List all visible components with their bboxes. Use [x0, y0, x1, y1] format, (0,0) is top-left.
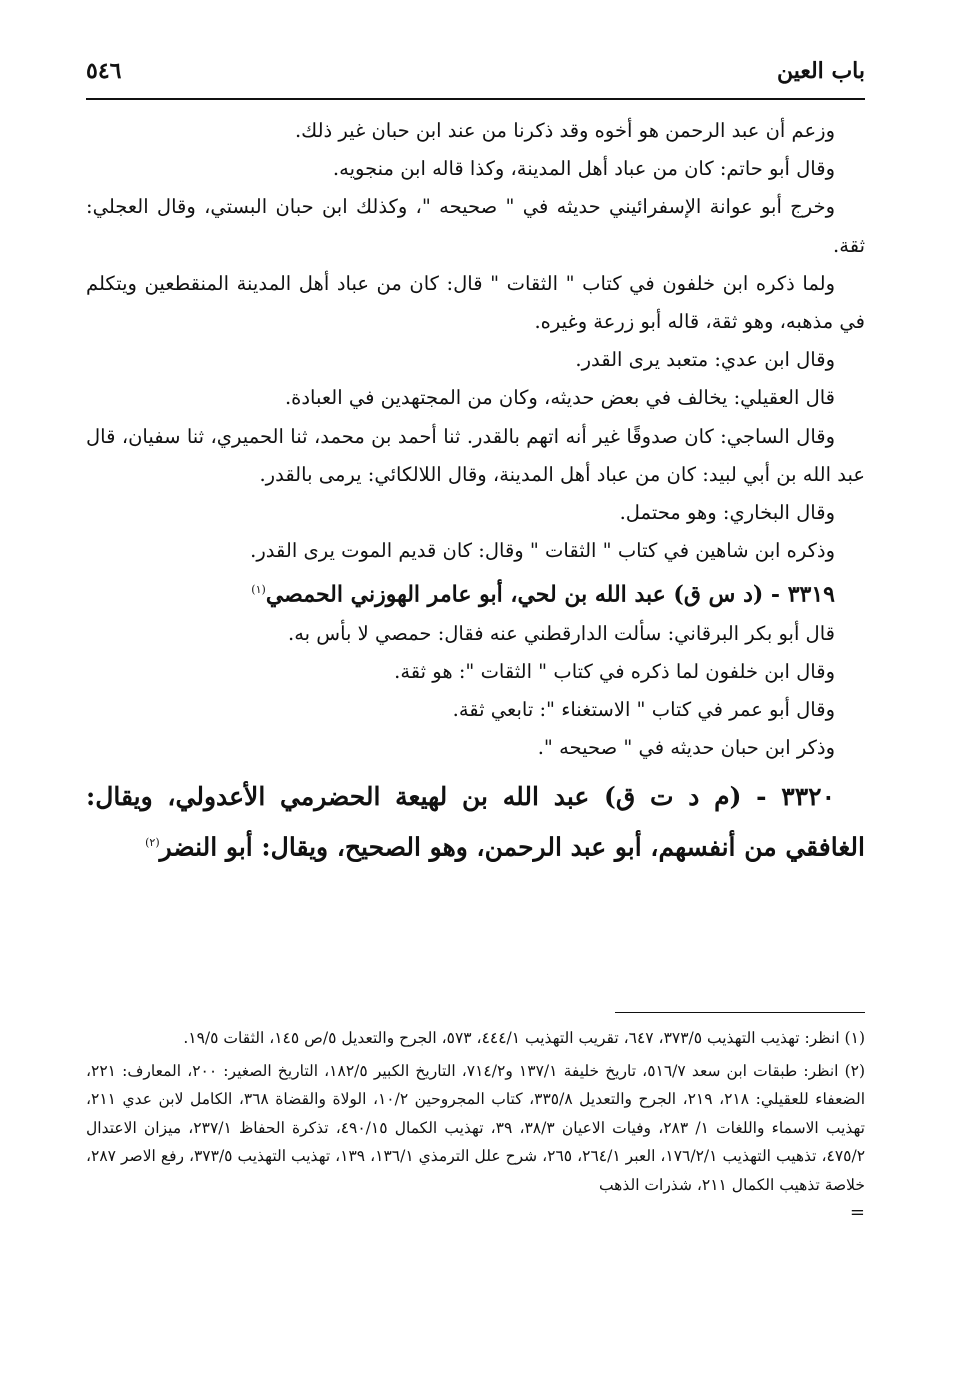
entry-line: قال أبو بكر البرقاني: سألت الدارقطني عنه فقال: حمصي لا بأس به.: [288, 621, 835, 645]
paragraph: وزعم أن عبد الرحمن هو أخوه وقد ذكرنا من عند ابن حبان غير ذلك.: [294, 119, 835, 142]
entry-heading-text: ٣٣٢٠ - (م د ت ق) عبد الله بن لهيعة الحضرمي الأعدولي، ويقال: الغافقي من أنفسهم، أبو عبد الرحمن، وهو الصحيح، ويقال: أبو النضر: [86, 781, 865, 861]
paragraph: وقال أبو حاتم: كان من عباد أهل المدينة، وكذا قاله ابن منجويه.: [332, 157, 835, 181]
entry-line: وذكر ابن حبان حديثه في " صحيحه ".: [537, 736, 835, 760]
footnote-ref: (١): [251, 583, 266, 597]
footnote-rule: [615, 1012, 865, 1013]
paragraph: وقال ابن عدي: متعبد يرى القدر.: [575, 348, 835, 372]
main-text: [86, 112, 865, 870]
paragraph: وقال الساجي: كان صدوقًا غير أنه اتهم بالقدر. ثنا أحمد بن محمد، ثنا الحميري، ثنا سفيان، قال عبد الله بن أبي لبيد: كان من عباد أهل المدينة، وقال اللالكائي: يرمى بالقدر.: [86, 424, 865, 486]
footnotes: [86, 1024, 865, 1222]
paragraph: قال العقيلي: يخالف في بعض حديثه، وكان من المجتهدين في العبادة.: [284, 386, 835, 410]
paragraph: وقال البخاري: وهو محتمل.: [619, 501, 835, 525]
paragraph: وخرج أبو عوانة الإسفرائيني حديثه في " صحيحه "، وكذلك ابن حبان البستي، وقال العجلي: ثقة.: [86, 195, 865, 257]
footnote-1: (١) انظر: تهذيب التهذيب ٣٧٣/٥، ٦٤٧، تقريب التهذيب ٤٤٤/١، ٥٧٣، الجرح والتعديل ٥/ص ١٤٥، الثقات ١٩/٥.: [183, 1029, 865, 1047]
footnote-2: (٢) انظر: طبقات ابن سعد ٥١٦/٧، تاريخ خليفة ١٣٧/١ و٧١٤/٢، التاريخ الكبير ١٨٢/٥، التاريخ الصغير: ٢٠٠، المعارف: ٢٢١، الضعفاء للعقيلي: ٢١٨، ٢١٩، الجرح والتعديل ٣٣٥/٨، كتاب المجروحين ١٠/٢، الولاة والقضاة ٣٦٨، الكامل لابن عدي ٢١١، تهذيب الاسماء واللغات ١/ ٢٨٣، وفيات الاعيان ٣٨/٣، ٣٩، تهذيب الكمال ٤٩٠/١٥، تذكرة الحفاظ ٢٣٧/١، ميزان الاعتدال ٤٧٥/٢، تذهيب التهذيب ١٧٦/٢/١، العبر ٢٦٤/١، ٢٦٥، شرح علل الترمذي ١٣٦/١، ١٣٩، تهذيب التهذيب ٣٧٣/٥، رفع الاصر ٢٨٧، خلاصة تذهيب الكمال ٢١١، شذرات الذهب: [86, 1061, 866, 1194]
continuation-mark: =: [849, 1201, 865, 1223]
paragraph: ولما ذكره ابن خلفون في كتاب " الثقات " قال: كان من عباد أهل المدينة المنقطعين ويتكلم في مذهبه، وهو ثقة، قاله أبو زرعة وغيره.: [86, 271, 865, 334]
chapter-title: باب العين: [776, 58, 865, 84]
running-header: [86, 58, 865, 98]
paragraph: وذكره ابن شاهين في كتاب " الثقات " وقال: كان قديم الموت يرى القدر.: [250, 539, 835, 563]
footnote-ref: (٢): [145, 835, 160, 849]
page-number: ٥٤٦: [86, 58, 122, 84]
entry-heading-3320: [86, 774, 865, 870]
header-rule: [86, 98, 865, 100]
entry-heading-3319: [86, 570, 865, 614]
entry-heading-text: ٣٣١٩ - (د س ق) عبد الله بن لحي، أبو عامر الهوزني الحمصي: [265, 581, 835, 608]
entry-line: وقال أبو عمر في كتاب " الاستغناء ": تابعي ثقة.: [452, 698, 835, 722]
entry-line: وقال ابن خلفون لما ذكره في كتاب " الثقات ": هو ثقة.: [394, 659, 835, 683]
